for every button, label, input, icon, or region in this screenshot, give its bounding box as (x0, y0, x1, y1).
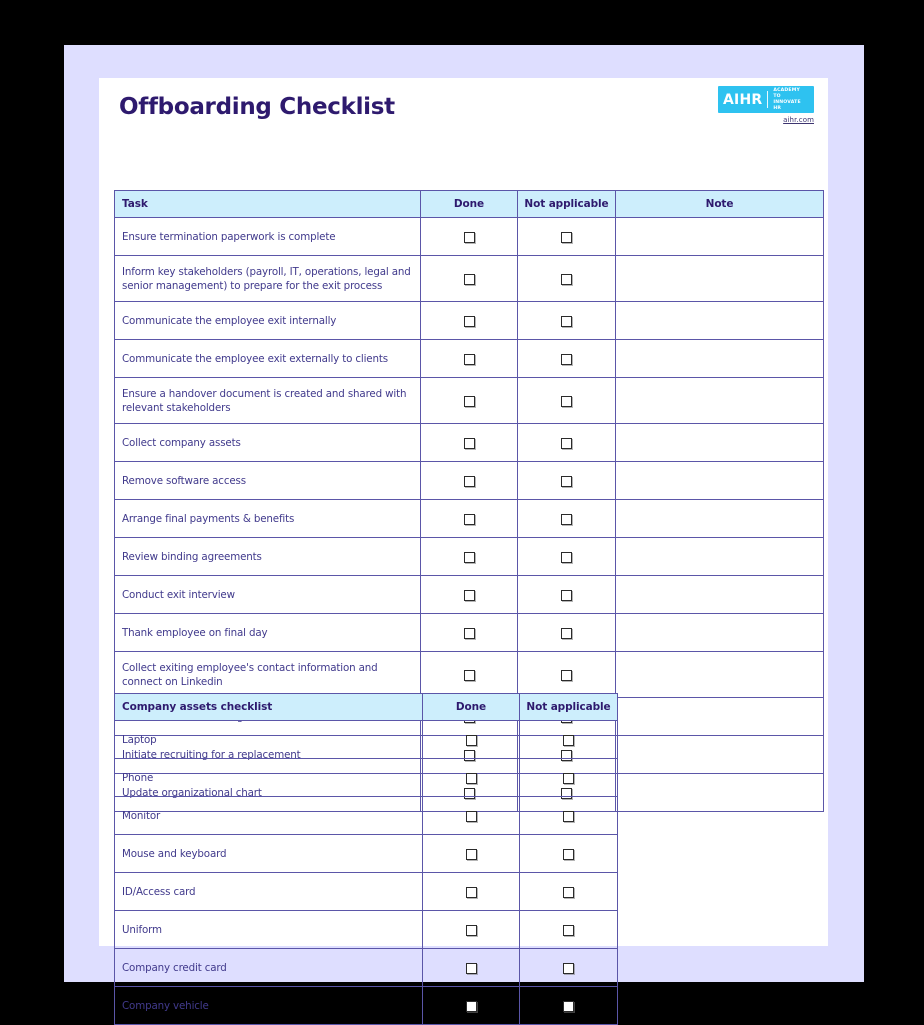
list-item (115, 835, 618, 873)
done-checkbox[interactable] (466, 849, 477, 860)
task-label: Communicate the employee exit externally to clients (115, 340, 421, 378)
not-applicable-checkbox[interactable] (561, 438, 572, 449)
task-label: Review binding agreements (115, 538, 421, 576)
brand-divider (767, 91, 768, 108)
not-applicable-checkbox[interactable] (563, 735, 574, 746)
done-cell[interactable] (421, 614, 518, 652)
column-header-done: Done (421, 191, 518, 218)
done-cell[interactable] (421, 218, 518, 256)
task-label: Collect exiting employee's contact information and connect on Linkedin (115, 652, 421, 698)
not-applicable-cell[interactable] (518, 340, 616, 378)
not-applicable-checkbox[interactable] (561, 552, 572, 563)
done-checkbox[interactable] (466, 887, 477, 898)
note-cell[interactable] (616, 698, 824, 736)
done-checkbox[interactable] (464, 396, 475, 407)
done-cell[interactable] (423, 949, 520, 987)
table-row (115, 302, 824, 340)
not-applicable-checkbox[interactable] (561, 590, 572, 601)
done-cell[interactable] (421, 340, 518, 378)
column-header-company-assets: Company assets checklist (115, 694, 423, 721)
task-label: Conduct exit interview (115, 576, 421, 614)
done-checkbox[interactable] (464, 232, 475, 243)
not-applicable-checkbox[interactable] (561, 514, 572, 525)
brand-logo (718, 86, 814, 124)
done-cell[interactable] (421, 576, 518, 614)
table-row (115, 424, 824, 462)
list-item (115, 949, 618, 987)
document-header (99, 78, 828, 162)
task-label: Thank employee on final day (115, 614, 421, 652)
list-item (115, 911, 618, 949)
task-label: Initiate recruiting for a replacement (115, 736, 421, 774)
done-checkbox[interactable] (464, 514, 475, 525)
brand-tagline-line2: INNOVATE HR (773, 99, 801, 111)
task-label: Ensure a handover document is created and shared with relevant stakeholders (115, 378, 421, 424)
list-item (115, 721, 618, 759)
done-checkbox[interactable] (464, 590, 475, 601)
list-item (115, 873, 618, 911)
done-cell[interactable] (421, 500, 518, 538)
not-applicable-checkbox[interactable] (563, 849, 574, 860)
asset-label: Company vehicle (115, 987, 423, 1025)
table-head (115, 191, 824, 218)
list-item (115, 797, 618, 835)
note-cell[interactable] (616, 500, 824, 538)
not-applicable-cell[interactable] (518, 652, 616, 698)
task-label: Communicate the employee exit internally (115, 302, 421, 340)
not-applicable-checkbox[interactable] (561, 354, 572, 365)
not-applicable-checkbox[interactable] (563, 811, 574, 822)
not-applicable-checkbox[interactable] (561, 628, 572, 639)
done-cell[interactable] (421, 256, 518, 302)
done-cell[interactable] (423, 835, 520, 873)
table-header-row (115, 191, 824, 218)
done-checkbox[interactable] (464, 476, 475, 487)
table-row (115, 576, 824, 614)
done-checkbox[interactable] (464, 316, 475, 327)
assets-table-head (115, 694, 618, 721)
done-checkbox[interactable] (466, 1001, 477, 1012)
not-applicable-cell[interactable] (518, 614, 616, 652)
note-cell[interactable] (616, 576, 824, 614)
done-checkbox[interactable] (464, 274, 475, 285)
not-applicable-cell[interactable] (520, 949, 618, 987)
note-cell[interactable] (616, 424, 824, 462)
column-header-done: Done (423, 694, 520, 721)
done-checkbox[interactable] (466, 925, 477, 936)
done-checkbox[interactable] (466, 773, 477, 784)
done-cell[interactable] (423, 911, 520, 949)
assets-table-body (115, 721, 618, 1025)
not-applicable-cell[interactable] (518, 424, 616, 462)
not-applicable-checkbox[interactable] (561, 476, 572, 487)
column-header-note: Note (616, 191, 824, 218)
done-cell[interactable] (423, 759, 520, 797)
done-checkbox[interactable] (464, 438, 475, 449)
not-applicable-checkbox[interactable] (561, 670, 572, 681)
done-checkbox[interactable] (466, 811, 477, 822)
not-applicable-cell[interactable] (518, 538, 616, 576)
not-applicable-checkbox[interactable] (563, 1001, 574, 1012)
task-label: Collect company assets (115, 424, 421, 462)
table-row (115, 614, 824, 652)
brand-tagline (768, 88, 809, 112)
not-applicable-checkbox[interactable] (561, 316, 572, 327)
assets-header-row (115, 694, 618, 721)
table-row (115, 500, 824, 538)
asset-label: Uniform (115, 911, 423, 949)
document-page (64, 45, 864, 1012)
note-cell[interactable] (616, 256, 824, 302)
done-checkbox[interactable] (464, 552, 475, 563)
task-label: Inform key stakeholders (payroll, IT, operations, legal and senior management) to prepare for the exit process (115, 256, 421, 302)
not-applicable-checkbox[interactable] (561, 274, 572, 285)
done-cell[interactable] (421, 378, 518, 424)
task-label: Update organizational chart (115, 774, 421, 812)
asset-label: ID/Access card (115, 873, 423, 911)
task-label: Ensure termination paperwork is complete (115, 218, 421, 256)
document-sheet (99, 78, 828, 1012)
table-row (115, 538, 824, 576)
asset-label: Phone (115, 759, 423, 797)
note-cell[interactable] (616, 652, 824, 698)
not-applicable-cell[interactable] (518, 462, 616, 500)
asset-label: Company credit card (115, 949, 423, 987)
done-cell[interactable] (423, 797, 520, 835)
not-applicable-cell[interactable] (518, 576, 616, 614)
note-cell[interactable] (616, 462, 824, 500)
not-applicable-checkbox[interactable] (563, 963, 574, 974)
done-cell[interactable] (423, 721, 520, 759)
not-applicable-cell[interactable] (520, 797, 618, 835)
asset-label: Monitor (115, 797, 423, 835)
page-title: Offboarding Checklist (119, 94, 395, 120)
done-cell[interactable] (421, 538, 518, 576)
table-row (115, 218, 824, 256)
not-applicable-cell[interactable] (520, 721, 618, 759)
column-header-task: Task (115, 191, 421, 218)
done-checkbox[interactable] (464, 670, 475, 681)
table-row (115, 652, 824, 698)
not-applicable-checkbox[interactable] (561, 396, 572, 407)
not-applicable-cell[interactable] (518, 218, 616, 256)
column-header-not-applicable: Not applicable (518, 191, 616, 218)
note-cell[interactable] (616, 614, 824, 652)
asset-label: Mouse and keyboard (115, 835, 423, 873)
done-cell[interactable] (421, 302, 518, 340)
column-header-not-applicable: Not applicable (520, 694, 618, 721)
not-applicable-checkbox[interactable] (563, 773, 574, 784)
done-checkbox[interactable] (464, 354, 475, 365)
note-cell[interactable] (616, 218, 824, 256)
brand-tagline-line1: ACADEMY TO (773, 87, 801, 99)
not-applicable-cell[interactable] (520, 873, 618, 911)
not-applicable-cell[interactable] (518, 500, 616, 538)
asset-label: Laptop (115, 721, 423, 759)
table-row (115, 462, 824, 500)
not-applicable-cell[interactable] (520, 911, 618, 949)
note-cell[interactable] (616, 774, 824, 812)
done-cell[interactable] (423, 987, 520, 1025)
not-applicable-checkbox[interactable] (561, 232, 572, 243)
done-cell[interactable] (423, 873, 520, 911)
done-cell[interactable] (421, 462, 518, 500)
task-label: Remove software access (115, 462, 421, 500)
note-cell[interactable] (616, 302, 824, 340)
table-row (115, 256, 824, 302)
done-cell[interactable] (421, 424, 518, 462)
done-checkbox[interactable] (466, 963, 477, 974)
not-applicable-cell[interactable] (518, 378, 616, 424)
not-applicable-cell[interactable] (520, 759, 618, 797)
task-label: Arrange final payments & benefits (115, 500, 421, 538)
brand-url-link[interactable]: aihr.com (783, 116, 814, 124)
note-cell[interactable] (616, 736, 824, 774)
table-row (115, 340, 824, 378)
done-cell[interactable] (421, 652, 518, 698)
not-applicable-checkbox[interactable] (563, 925, 574, 936)
list-item (115, 987, 618, 1025)
list-item (115, 759, 618, 797)
note-cell[interactable] (616, 378, 824, 424)
done-checkbox[interactable] (464, 628, 475, 639)
not-applicable-cell[interactable] (518, 302, 616, 340)
company-assets-checklist-table (114, 693, 618, 1025)
not-applicable-cell[interactable] (520, 835, 618, 873)
note-cell[interactable] (616, 538, 824, 576)
done-checkbox[interactable] (466, 735, 477, 746)
brand-badge (718, 86, 814, 113)
not-applicable-cell[interactable] (518, 256, 616, 302)
not-applicable-checkbox[interactable] (563, 887, 574, 898)
note-cell[interactable] (616, 340, 824, 378)
brand-wordmark: AIHR (723, 91, 763, 108)
not-applicable-cell[interactable] (520, 987, 618, 1025)
table-row (115, 378, 824, 424)
